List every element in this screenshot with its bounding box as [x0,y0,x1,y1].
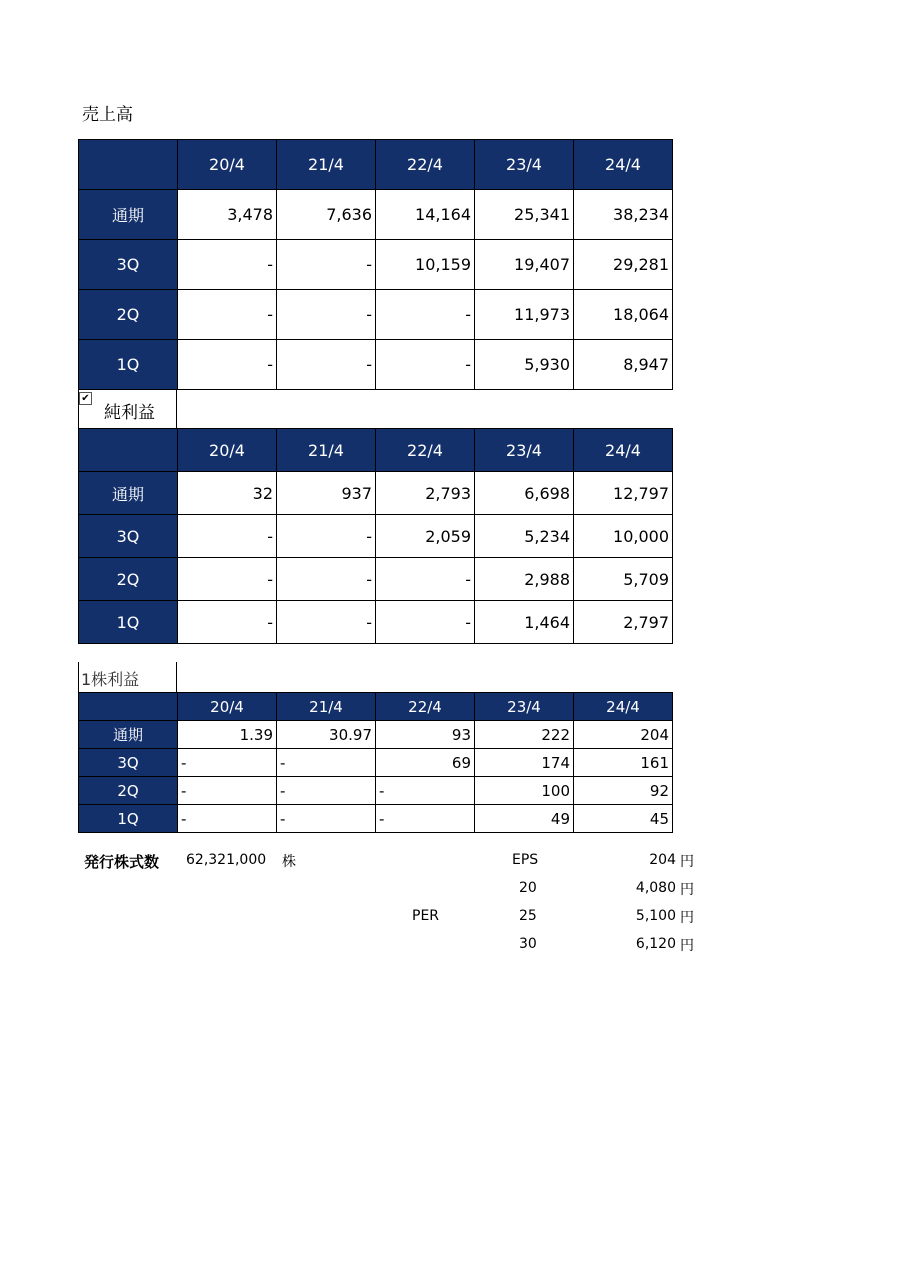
column-header: 21/4 [277,693,376,721]
table-cell: 1,464 [475,601,574,644]
currency-unit: 円 [680,854,694,870]
row-header: 3Q [79,515,178,558]
table-cell: 29,281 [574,240,673,290]
table-header-row [79,140,673,190]
table-cell: - [277,601,376,644]
eps-table [78,692,673,833]
checkbox[interactable]: ✔ [79,392,92,405]
table-row [79,777,673,805]
target-price: 5,100 [635,908,676,924]
column-header: 22/4 [376,429,475,472]
table-cell: 100 [475,777,574,805]
eps-value: 204 [649,852,676,868]
table-cell: - [178,601,277,644]
shares-label: 発行株式数 [84,853,160,871]
eps-label: EPS [512,852,539,868]
table-cell: 69 [376,749,475,777]
table-cell: 92 [574,777,673,805]
table-cell: - [376,601,475,644]
table-cell: - [178,240,277,290]
table-row [79,340,673,390]
table-row [79,515,673,558]
table-cell: 174 [475,749,574,777]
net-income-section-title: 純利益 [104,403,155,423]
table-cell: 14,164 [376,190,475,240]
per-multiple: 25 [519,908,537,924]
table-cell: 2,793 [376,472,475,515]
table-cell: 19,407 [475,240,574,290]
row-header: 2Q [79,290,178,340]
column-header: 23/4 [475,429,574,472]
table-cell: - [277,558,376,601]
target-price: 4,080 [635,880,676,896]
table-row [79,190,673,240]
per-label: PER [412,908,440,924]
column-header: 20/4 [178,693,277,721]
column-header: 22/4 [376,140,475,190]
row-header: 1Q [79,805,178,833]
table-cell: - [376,340,475,390]
table-cell: 93 [376,721,475,749]
table-cell: - [277,805,376,833]
column-header: 20/4 [178,140,277,190]
sales-section-title: 売上高 [82,105,133,125]
column-header: 21/4 [277,429,376,472]
table-cell: 5,930 [475,340,574,390]
table-cell: 7,636 [277,190,376,240]
table-cell: - [277,290,376,340]
currency-unit: 円 [680,938,694,954]
table-row [79,805,673,833]
row-header: 3Q [79,749,178,777]
table-cell: 5,709 [574,558,673,601]
table-cell: 204 [574,721,673,749]
table-cell: - [178,558,277,601]
table-row [79,240,673,290]
column-header: 21/4 [277,140,376,190]
table-cell: 38,234 [574,190,673,240]
table-cell: 2,797 [574,601,673,644]
table-cell: 10,000 [574,515,673,558]
table-cell: 2,988 [475,558,574,601]
table-cell: - [178,749,277,777]
table-cell: 2,059 [376,515,475,558]
shares-value: 62,321,000 [186,852,267,868]
table-row [79,749,673,777]
table-cell: - [178,777,277,805]
table-row [79,558,673,601]
column-header: 24/4 [574,140,673,190]
row-header: 2Q [79,558,178,601]
table-row [79,601,673,644]
row-header: 2Q [79,777,178,805]
table-cell: 11,973 [475,290,574,340]
table-cell: - [277,777,376,805]
corner-cell [79,693,178,721]
table-cell: 18,064 [574,290,673,340]
column-header: 24/4 [574,693,673,721]
table-cell: - [376,290,475,340]
shares-unit: 株 [282,854,296,870]
row-header: 通期 [79,721,178,749]
table-cell: 937 [277,472,376,515]
table-cell: 3,478 [178,190,277,240]
net-income-table [78,428,673,644]
column-header: 23/4 [475,140,574,190]
table-row [79,290,673,340]
table-header-row [79,693,673,721]
table-row [79,721,673,749]
table-cell: - [376,777,475,805]
table-cell: - [178,515,277,558]
column-header: 24/4 [574,429,673,472]
table-row [79,472,673,515]
row-header: 通期 [79,190,178,240]
table-cell: 32 [178,472,277,515]
sales-table [78,139,673,390]
table-cell: 6,698 [475,472,574,515]
table-cell: 12,797 [574,472,673,515]
table-cell: - [376,558,475,601]
table-cell: - [178,340,277,390]
currency-unit: 円 [680,882,694,898]
table-cell: - [277,515,376,558]
table-cell: - [277,749,376,777]
corner-cell [79,140,178,190]
table-cell: 45 [574,805,673,833]
table-cell: 25,341 [475,190,574,240]
per-multiple: 30 [519,936,537,952]
column-header: 23/4 [475,693,574,721]
table-cell: 49 [475,805,574,833]
table-cell: - [277,340,376,390]
table-cell: - [376,805,475,833]
row-header: 3Q [79,240,178,290]
table-cell: 5,234 [475,515,574,558]
table-cell: 30.97 [277,721,376,749]
table-cell: - [277,240,376,290]
target-price: 6,120 [635,936,676,952]
table-cell: 10,159 [376,240,475,290]
table-cell: 8,947 [574,340,673,390]
row-header: 1Q [79,340,178,390]
table-cell: 1.39 [178,721,277,749]
corner-cell [79,429,178,472]
table-header-row [79,429,673,472]
table-cell: - [178,290,277,340]
column-header: 22/4 [376,693,475,721]
row-header: 1Q [79,601,178,644]
table-cell: 161 [574,749,673,777]
per-multiple: 20 [519,880,537,896]
currency-unit: 円 [680,910,694,926]
row-header: 通期 [79,472,178,515]
table-cell: 222 [475,721,574,749]
column-header: 20/4 [178,429,277,472]
eps-section-title: 1株利益 [81,670,140,689]
table-cell: - [178,805,277,833]
